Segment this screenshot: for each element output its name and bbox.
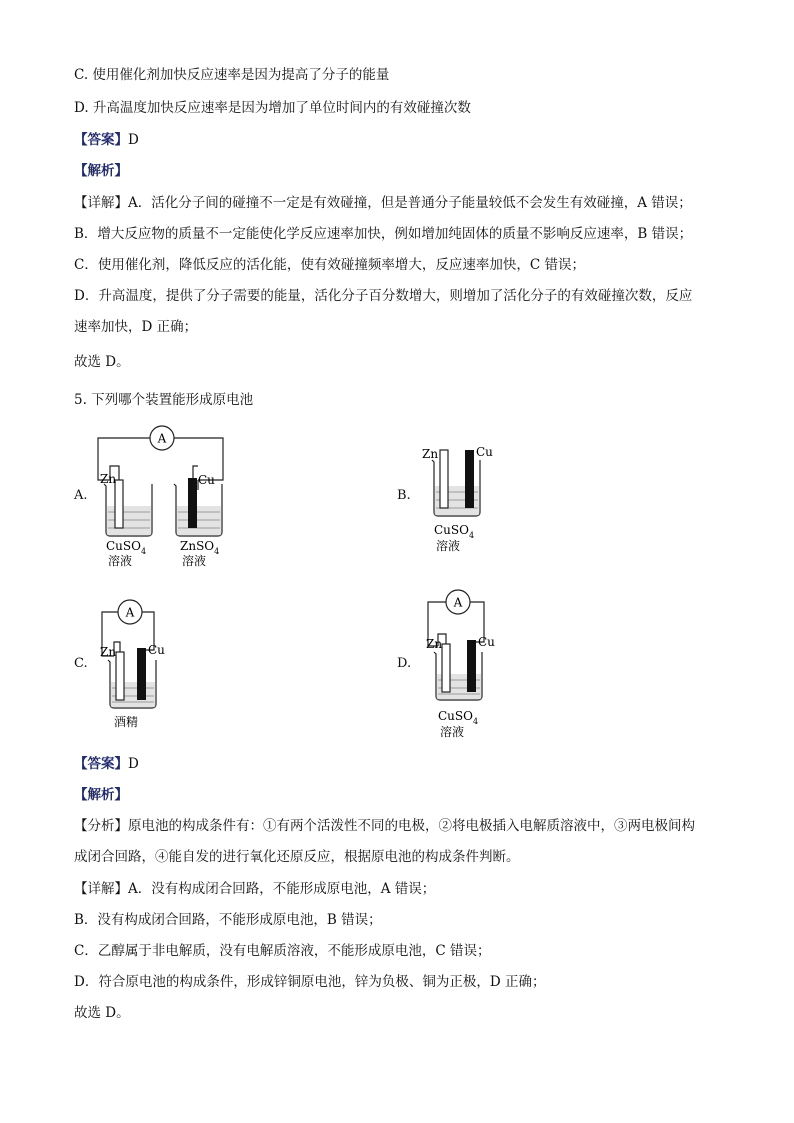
detail-a-text: A．活化分子间的碰撞不一定是有效碰撞，但是普通分子能量较低不会发生有效碰撞，A 错误； xyxy=(128,195,692,211)
zn-electrode xyxy=(116,652,124,700)
detail-d-text-2: 速率加快，D 正确； xyxy=(74,319,198,335)
zn-label: Zn xyxy=(100,472,117,486)
analysis-tag: 【解析】 xyxy=(74,163,128,179)
detail-c-text: C．使用催化剂，降低反应的活化能，使有效碰撞频率增大，反应速率加快，C 错误； xyxy=(74,257,585,273)
liquid-label: 酒精 xyxy=(114,715,139,729)
detail-a-line-2 xyxy=(74,880,435,898)
detail-d-text-1: D．升高温度，提供了分子需要的能量，活化分子百分数增大，则增加了活化分子的有效碰撞次数，反应 xyxy=(74,288,693,304)
zn-label: Zn xyxy=(422,447,439,461)
zn-label: Zn xyxy=(100,645,117,659)
option-b-label: B. xyxy=(397,488,411,503)
option-d-text: D. 升高温度加快反应速率是因为增加了单位时间内的有效碰撞次数 xyxy=(74,100,471,116)
solution-word: 溶液 xyxy=(440,725,465,739)
solution-label: CuSO$_4$ xyxy=(438,709,479,726)
ammeter-label: A xyxy=(157,431,167,446)
zn-electrode xyxy=(115,480,123,528)
answer-line xyxy=(74,131,139,149)
cu-label: Cu xyxy=(198,473,215,487)
right-solution-label: ZnSO$_4$ xyxy=(180,539,220,556)
analysis-line-2 xyxy=(74,786,128,804)
analysis-head: 【分析】 xyxy=(74,818,128,834)
figure-option-a xyxy=(90,420,240,570)
detail-b-text: B．增大反应物的质量不一定能使化学反应速率加快，例如增加纯固体的质量不影响反应速率，B 错误； xyxy=(74,226,693,242)
solution-label: CuSO$_4$ xyxy=(434,523,475,540)
detail-a-line xyxy=(74,194,692,212)
ammeter-label: A xyxy=(453,595,463,610)
left-solution-label: CuSO$_4$ xyxy=(106,539,147,556)
cu-label: Cu xyxy=(478,635,495,649)
option-d-label: D. xyxy=(397,656,412,671)
option-a-label: A. xyxy=(74,488,88,503)
option-c-label: C. xyxy=(74,656,88,671)
cu-electrode xyxy=(467,640,476,692)
left-solution-word: 溶液 xyxy=(108,554,133,568)
choose-line-2: 故选 D。 xyxy=(74,1005,130,1021)
detail-d-text-2b: D．符合原电池的构成条件，形成锌铜原电池，锌为负极、铜为正极，D 正确； xyxy=(74,974,546,990)
analysis-text-2: 成闭合回路，④能自发的进行氧化还原反应，根据原电池的构成条件判断。 xyxy=(74,849,520,865)
answer-tag-2: 【答案】 xyxy=(74,756,128,772)
question-5-stem: 5. 下列哪个装置能形成原电池 xyxy=(74,392,254,408)
detail-tag-2: 【详解】 xyxy=(74,881,128,897)
answer-line-2 xyxy=(74,755,139,773)
answer-tag: 【答案】 xyxy=(74,132,128,148)
detail-a-text-2: A．没有构成闭合回路，不能形成原电池，A 错误； xyxy=(128,881,436,897)
solution-word: 溶液 xyxy=(436,539,461,553)
cu-electrode xyxy=(188,478,197,528)
cu-electrode xyxy=(465,450,474,508)
figure-option-b xyxy=(418,440,508,560)
cu-electrode xyxy=(137,648,146,700)
detail-b-text-2: B．没有构成闭合回路，不能形成原电池，B 错误； xyxy=(74,912,382,928)
analysis-body-1: 原电池的构成条件有：①有两个活泼性不同的电极，②将电极插入电解质溶液中，③两电极间构 xyxy=(128,818,695,834)
figure-option-d xyxy=(420,586,520,746)
zn-electrode xyxy=(442,644,450,692)
answer-value: D xyxy=(128,132,139,148)
ammeter-label: A xyxy=(125,605,135,620)
option-c-text: C. 使用催化剂加快反应速率是因为提高了分子的能量 xyxy=(74,67,390,83)
answer-value-2: D xyxy=(128,756,139,772)
detail-tag: 【详解】 xyxy=(74,195,128,211)
zn-electrode xyxy=(440,450,448,508)
right-solution-word: 溶液 xyxy=(182,554,207,568)
choose-line: 故选 D。 xyxy=(74,354,130,370)
analysis-tag-2: 【解析】 xyxy=(74,787,128,803)
solution-right xyxy=(177,506,222,535)
figure-option-c xyxy=(94,596,184,736)
analysis-text-1 xyxy=(74,817,695,835)
cu-label: Cu xyxy=(148,643,165,657)
zn-label: Zn xyxy=(426,637,443,651)
cu-label: Cu xyxy=(476,445,493,459)
analysis-line xyxy=(74,162,128,180)
solution-left xyxy=(107,506,152,535)
detail-c-text-2: C．乙醇属于非电解质，没有电解质溶液，不能形成原电池，C 错误； xyxy=(74,943,491,959)
